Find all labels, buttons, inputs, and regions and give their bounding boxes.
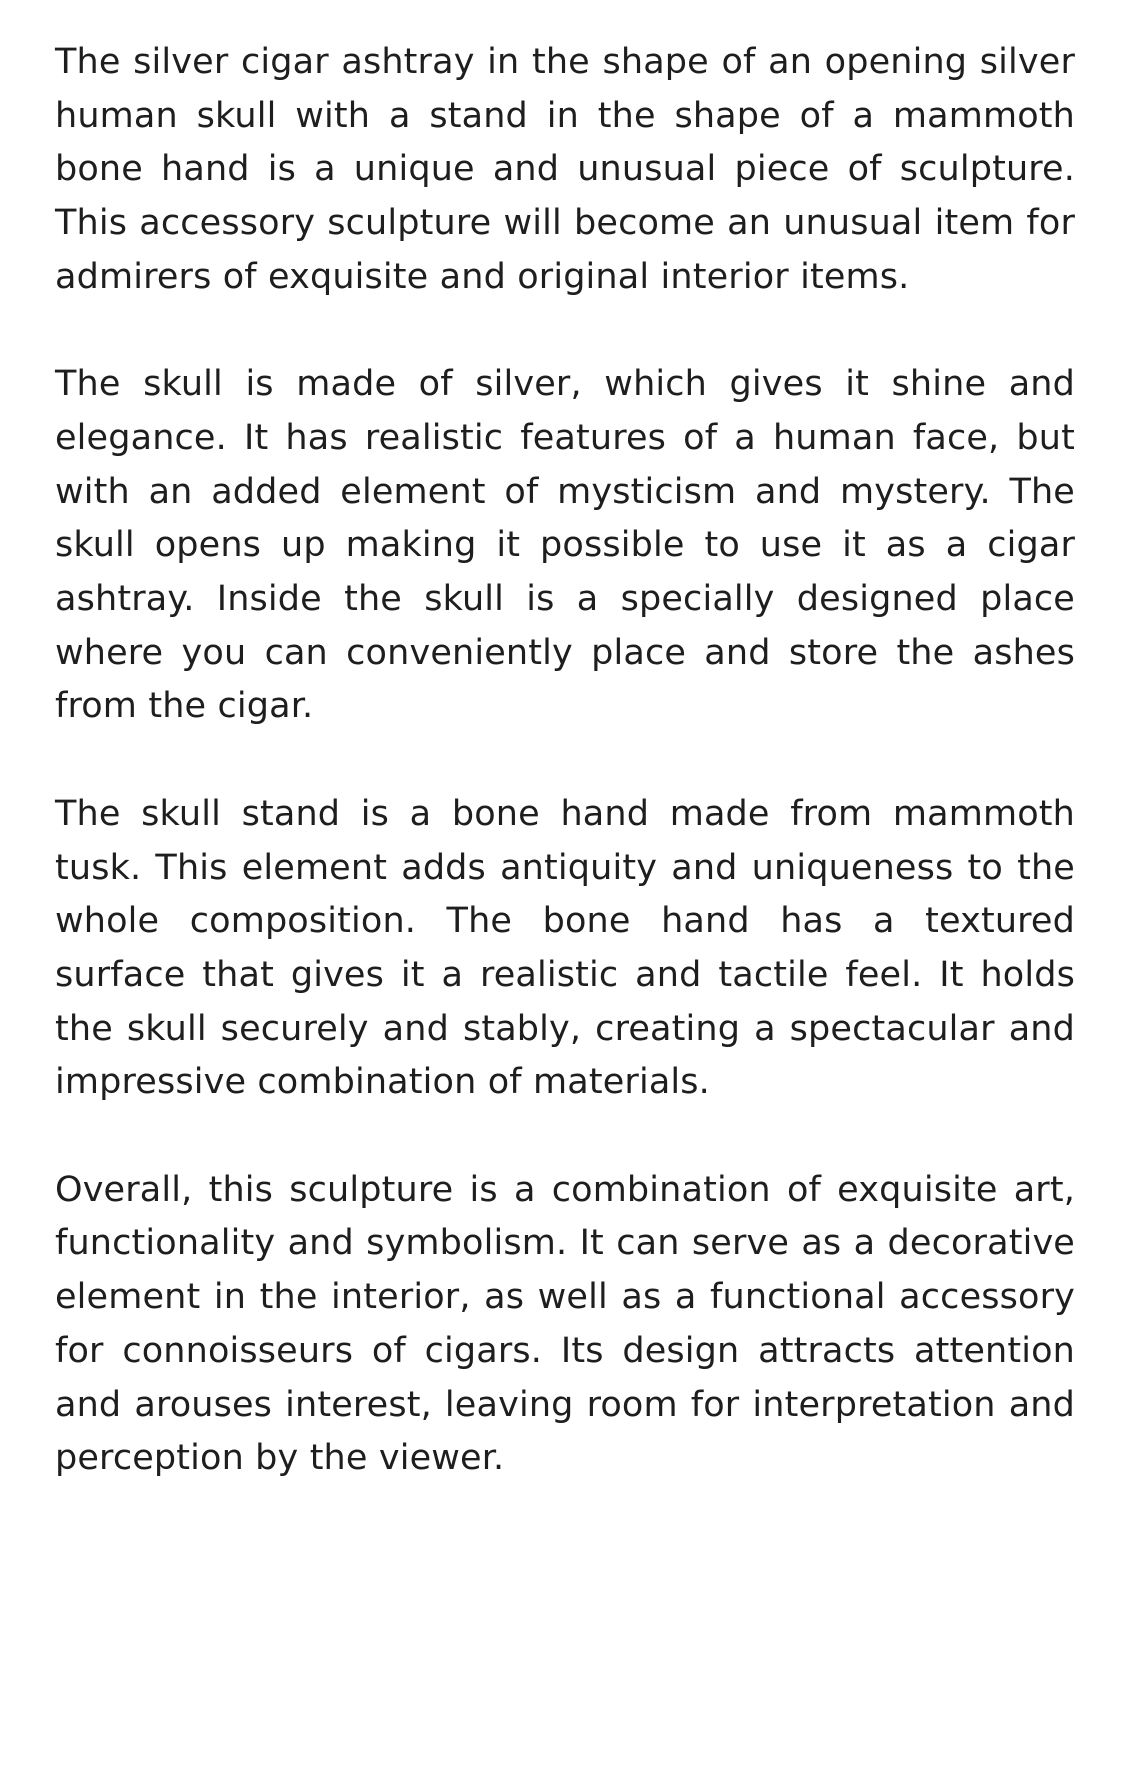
paragraph-stand: The skull stand is a bone hand made from mammoth tusk. This element adds antiquity and uniqueness to the whole composition. The bone hand has a textured surface that gives it a realistic and tactile feel. It holds the skull securely and stably, creating a spectacular and impressive combination of materials.	[55, 793, 1075, 1103]
paragraph-overall: Overall, this sculpture is a combination of exquisite art, functionality and symbolism. It can serve as a decorative element in the interior, as well as a functional accessory for connoisseurs of cigars. Its design attracts attention and arouses interest, leaving room for interpretation and perception by the viewer.	[55, 1169, 1075, 1479]
document-body	[55, 36, 1075, 1486]
paragraph-intro: The silver cigar ashtray in the shape of an opening silver human skull with a stand in the shape of a mammoth bone hand is a unique and unusual piece of sculpture. This accessory sculpture will become an unusual item for admirers of exquisite and original interior items.	[55, 42, 1075, 297]
paragraph-skull: The skull is made of silver, which gives it shine and elegance. It has realistic features of a human face, but with an added element of mysticism and mystery. The skull opens up making it possible to use it as a cigar ashtray. Inside the skull is a specially designed place where you can conveniently place and store the ashes from the cigar.	[55, 364, 1075, 727]
